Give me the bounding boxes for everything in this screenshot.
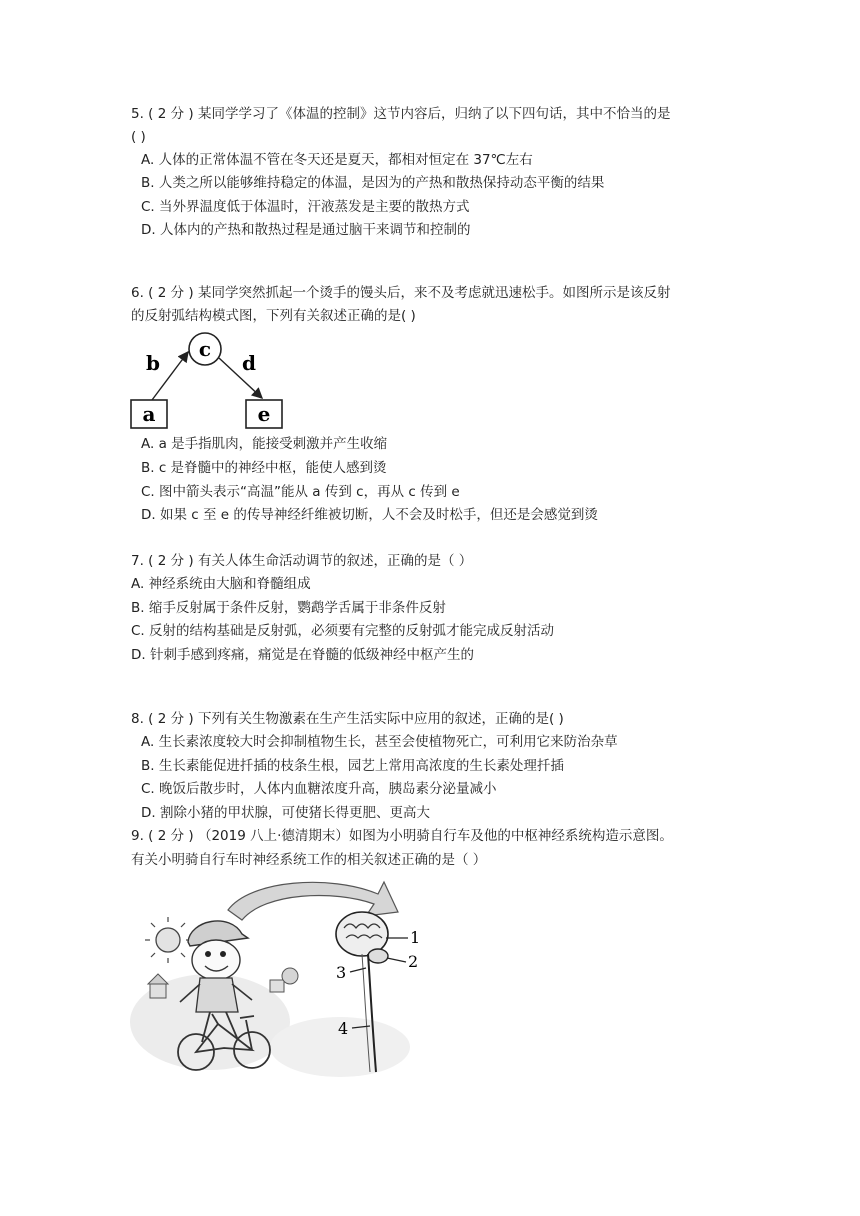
figure-label-2: 2	[408, 952, 419, 971]
reflex-arc-diagram	[128, 330, 288, 432]
label-a: a	[142, 402, 156, 426]
q5-option-a: A. 人体的正常体温不管在冬天还是夏天，都相对恒定在 37℃左右	[141, 152, 533, 168]
q5-option-d: D. 人体内的产热和散热过程是通过脑干来调节和控制的	[141, 222, 471, 238]
q6-stem-line2: 的反射弧结构模式图，下列有关叙述正确的是( )	[131, 308, 416, 324]
q7-option-d: D. 针刺手感到疼痛，痛觉是在脊髓的低级神经中枢产生的	[131, 647, 474, 663]
q8-option-c: C. 晚饭后散步时，人体内血糖浓度升高，胰岛素分泌量减小	[141, 781, 497, 797]
q7-option-a: A. 神经系统由大脑和脊髓组成	[131, 576, 311, 592]
figure-label-1: 1	[410, 928, 421, 947]
q6-stem-line1: 6. ( 2 分 ) 某同学突然抓起一个烫手的馒头后，来不及考虑就迅速松手。如图所示是该反射	[131, 285, 671, 301]
q6-option-b: B. c 是脊髓中的神经中枢，能使人感到烫	[141, 460, 387, 476]
figure-label-4: 4	[338, 1019, 349, 1038]
q8-option-a: A. 生长素浓度较大时会抑制植物生长，甚至会使植物死亡，可利用它来防治杂草	[141, 734, 618, 750]
q6-option-a: A. a 是手指肌肉，能接受刺激并产生收缩	[141, 436, 388, 452]
q7-stem-line1: 7. ( 2 分 ) 有关人体生命活动调节的叙述，正确的是（ ）	[131, 553, 473, 569]
q5-stem-line2: ( )	[131, 129, 146, 145]
q9-stem-line2: 有关小明骑自行车时神经系统工作的相关叙述正确的是（ ）	[131, 852, 487, 868]
q9-stem-line1: 9. ( 2 分 ) （2019 八上·德清期末）如图为小明骑自行车及他的中枢神经系统构造示意图。	[131, 828, 673, 844]
q5-option-b: B. 人类之所以能够维持稳定的体温，是因为的产热和散热保持动态平衡的结果	[141, 175, 605, 191]
q7-option-b: B. 缩手反射属于条件反射，鹦鹉学舌属于非条件反射	[131, 600, 446, 616]
label-e: e	[257, 402, 271, 426]
q8-stem-line1: 8. ( 2 分 ) 下列有关生物激素在生产生活实际中应用的叙述，正确的是( )	[131, 711, 564, 727]
q6-option-c: C. 图中箭头表示“高温”能从 a 传到 c，再从 c 传到 e	[141, 484, 460, 500]
label-b: b	[146, 351, 160, 375]
q8-option-b: B. 生长素能促进扦插的枝条生根，园艺上常用高浓度的生长素处理扦插	[141, 758, 564, 774]
q7-option-c: C. 反射的结构基础是反射弧，必须要有完整的反射弧才能完成反射活动	[131, 623, 555, 639]
label-d: d	[242, 351, 256, 375]
sun-icon	[156, 928, 180, 952]
q5-stem-line1: 5. ( 2 分 ) 某同学学习了《体温的控制》这节内容后，归纳了以下四句话，其中不恰当的是	[131, 106, 671, 122]
label-c: c	[198, 337, 212, 361]
q5-option-c: C. 当外界温度低于体温时，汗液蒸发是主要的散热方式	[141, 199, 470, 215]
q6-option-d: D. 如果 c 至 e 的传导神经纤维被切断，人不会及时松手，但还是会感觉到烫	[141, 507, 598, 523]
q8-option-d: D. 割除小猪的甲状腺，可使猪长得更肥、更高大	[141, 805, 430, 821]
cyclist-nervous-system-figure	[130, 872, 420, 1082]
figure-label-3: 3	[336, 963, 347, 982]
